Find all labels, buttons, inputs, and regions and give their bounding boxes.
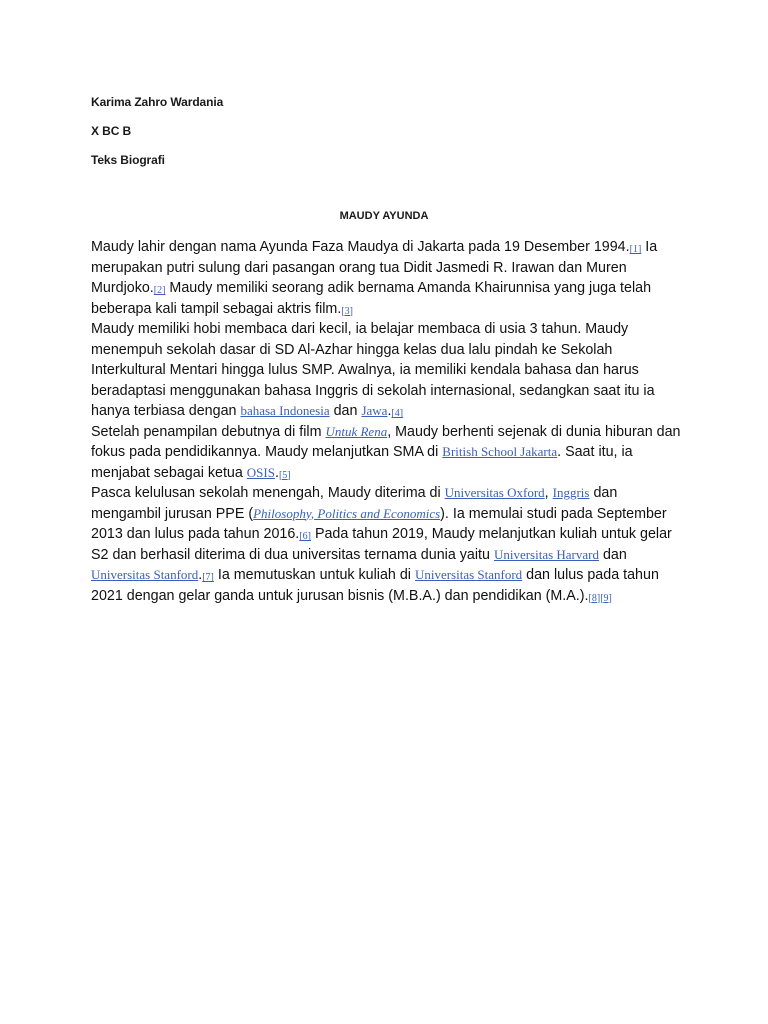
link-inggris[interactable]: Inggris — [552, 485, 590, 500]
paragraph-2: Maudy memiliki hobi membaca dari kecil, ia belajar membaca di usia 3 tahun. Maudy menempuh sekolah dasar di SD Al-Azhar hingga kelas dua lalu pindah ke Sekolah Interkultural Mentari hingga lulus SMP. Awalnya, ia memiliki kendala bahasa dan harus beradaptasi menggunakan bahasa Inggris di sekolah internasional, sedangkan saat itu ia hanya terbiasa dengan bahasa Indonesia dan Jawa.[4] — [91, 321, 655, 419]
link-jawa[interactable]: Jawa — [361, 403, 388, 418]
link-universitas-oxford[interactable]: Universitas Oxford — [444, 485, 545, 500]
citation-link[interactable]: [1] — [629, 244, 642, 255]
biography-body — [91, 237, 681, 606]
citation-link[interactable]: [7] — [202, 572, 214, 583]
paragraph-4: Pasca kelulusan sekolah menengah, Maudy diterima di Universitas Oxford, Inggris dan mengambil jurusan PPE (Philosophy, Politics and Economics). Ia memulai studi pada September 2013 dan lulus pada tahun 2016.[6] Pada tahun 2019, Maudy melanjutkan kuliah untuk gelar S2 dan berhasil diterima di dua universitas ternama dunia yaitu Universitas Harvard dan Universitas Stanford.[7] Ia memutuskan untuk kuliah di Universitas Stanford dan lulus pada tahun 2021 dengan gelar ganda untuk jurusan bisnis (M.B.A.) dan pendidikan (M.A.).[8][9] — [91, 485, 672, 604]
link-british-school-jakarta[interactable]: British School Jakarta — [442, 444, 558, 459]
citation-link[interactable]: [5] — [278, 469, 291, 481]
citation-link[interactable]: [2] — [153, 285, 166, 296]
paragraph-3: Setelah penampilan debutnya di film Untuk Rena, Maudy berhenti sejenak di dunia hiburan dan fokus pada pendidikannya. Maudy melanjutkan SMA di British School Jakarta. Saat itu, ia menjabat sebagai ketua OSIS.[5] — [91, 423, 681, 481]
link-universitas-stanford-2[interactable]: Universitas Stanford — [414, 567, 523, 582]
citation-link[interactable]: [6] — [299, 531, 311, 542]
citation-link[interactable]: [3] — [341, 305, 353, 317]
author-name: Karima Zahro Wardania — [91, 95, 224, 109]
paragraph-1: Maudy lahir dengan nama Ayunda Faza Maudya di Jakarta pada 19 Desember 1994.[1] Ia merupakan putri sulung dari pasangan orang tua Didit Jasmedi R. Irawan dan Muren Murdjoko.[2] Maudy memiliki seorang adik bernama Amanda Khairunnisa yang juga telah beberapa kali tampil sebagai aktris film.[3] — [91, 239, 658, 317]
citation-link[interactable]: [8] — [588, 592, 601, 604]
link-osis[interactable]: OSIS — [246, 464, 275, 480]
link-bahasa-indonesia[interactable]: bahasa Indonesia — [240, 403, 330, 418]
link-universitas-stanford[interactable]: Universitas Stanford — [91, 567, 199, 582]
citation-link[interactable]: [4] — [391, 408, 404, 419]
link-ppe[interactable]: Philosophy, Politics and Economics — [253, 505, 441, 521]
citation-link[interactable]: [9] — [600, 592, 612, 604]
link-untuk-rena[interactable]: Untuk Rena — [325, 423, 388, 439]
subject-label: Teks Biografi — [91, 153, 165, 167]
document-title: MAUDY AYUNDA — [339, 210, 429, 222]
class-label: X BC B — [91, 124, 132, 138]
link-universitas-harvard[interactable]: Universitas Harvard — [493, 546, 599, 562]
